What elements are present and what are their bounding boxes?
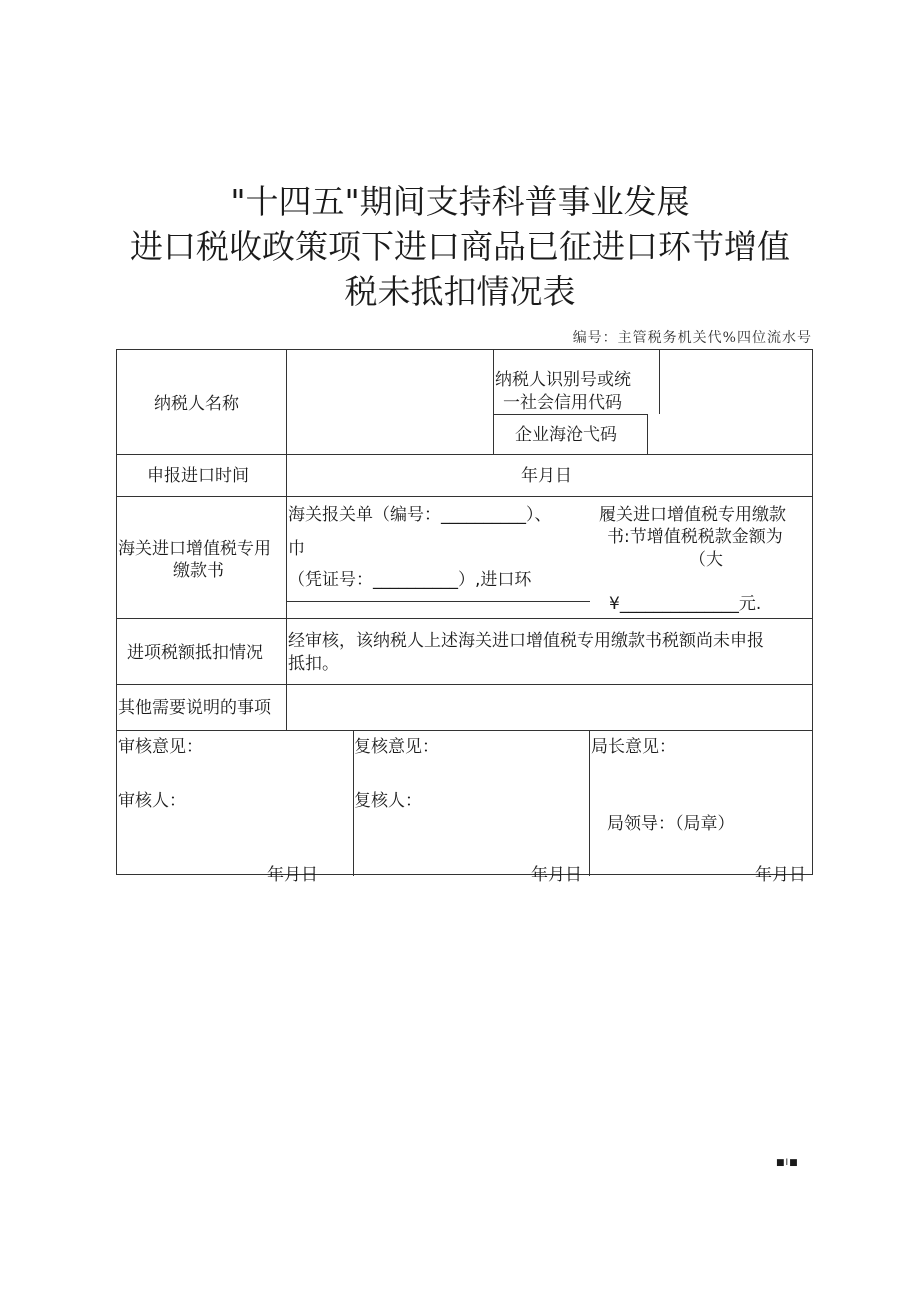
title-line-2: 进口税收政策项下进口商品已征进口环节增值: [130, 227, 790, 266]
deduction-text: 经审核，该纳税人上述海关进口增值税专用缴款书税额尚未申报: [288, 631, 764, 651]
row-divider: [117, 454, 812, 455]
opinion-divider: [589, 730, 590, 876]
voucher-line-2: 巾: [288, 539, 305, 559]
id-value-divider: [659, 350, 660, 414]
recheck-opinion-label: 复核意见：: [354, 737, 439, 757]
page-mark: ■I■: [776, 1158, 799, 1168]
id-column-divider: [493, 350, 494, 454]
customs-declaration-line: 海关报关单（编号：__________）、: [288, 505, 552, 525]
director-date: 年月日: [755, 865, 806, 885]
declare-time-label: 申报进口时间: [147, 466, 249, 486]
voucher-number-line: （凭证号：__________）,进口环: [288, 570, 532, 590]
declaration-form: [116, 349, 813, 885]
customs-code-label: 企业海沧弋码: [515, 425, 617, 445]
voucher-label: 海关进口增值税专用: [118, 539, 271, 559]
taxpayer-id-label-cont: 一社会信用代码: [503, 393, 622, 413]
row-divider: [117, 496, 812, 497]
review-opinion-label: 审核意见：: [118, 737, 203, 757]
voucher-right-3: （大: [689, 550, 723, 570]
taxpayer-name-label: 纳税人名称: [154, 394, 239, 414]
taxpayer-id-label: 纳税人识别号或统: [495, 370, 631, 390]
title-line-3: 税未抵扣情况表: [344, 272, 576, 311]
other-matters-label: 其他需要说明的事项: [118, 698, 271, 718]
voucher-underline: [287, 601, 590, 602]
row-divider: [117, 618, 812, 619]
deduction-label: 进项税额抵扣情况: [127, 643, 263, 663]
director-opinion-label: 局长意见：: [591, 737, 676, 757]
customs-value-divider: [647, 414, 648, 454]
rechecker-label: 复核人：: [354, 791, 422, 811]
serial-number: 编号：主管税务机关代%四位流水号: [572, 330, 812, 346]
declare-time-value: 年月日: [521, 466, 572, 486]
voucher-right-1: 履关进口增值税专用缴款: [599, 505, 786, 525]
voucher-right-2: 书:节增值税税款金额为: [607, 527, 783, 547]
row-divider: [117, 684, 812, 685]
recheck-date: 年月日: [531, 865, 582, 885]
row-divider: [117, 730, 812, 731]
review-date: 年月日: [267, 865, 318, 885]
label-column-divider: [286, 350, 287, 730]
title-line-1: "十四五"期间支持科普事业发展: [230, 182, 690, 221]
tax-amount-line: ¥______________元.: [609, 594, 762, 614]
reviewer-label: 审核人：: [118, 791, 186, 811]
deduction-text-cont: 抵扣。: [288, 654, 339, 674]
director-sign-label: 局领导：（局章）: [607, 814, 735, 834]
voucher-label-cont: 缴款书: [173, 561, 224, 581]
